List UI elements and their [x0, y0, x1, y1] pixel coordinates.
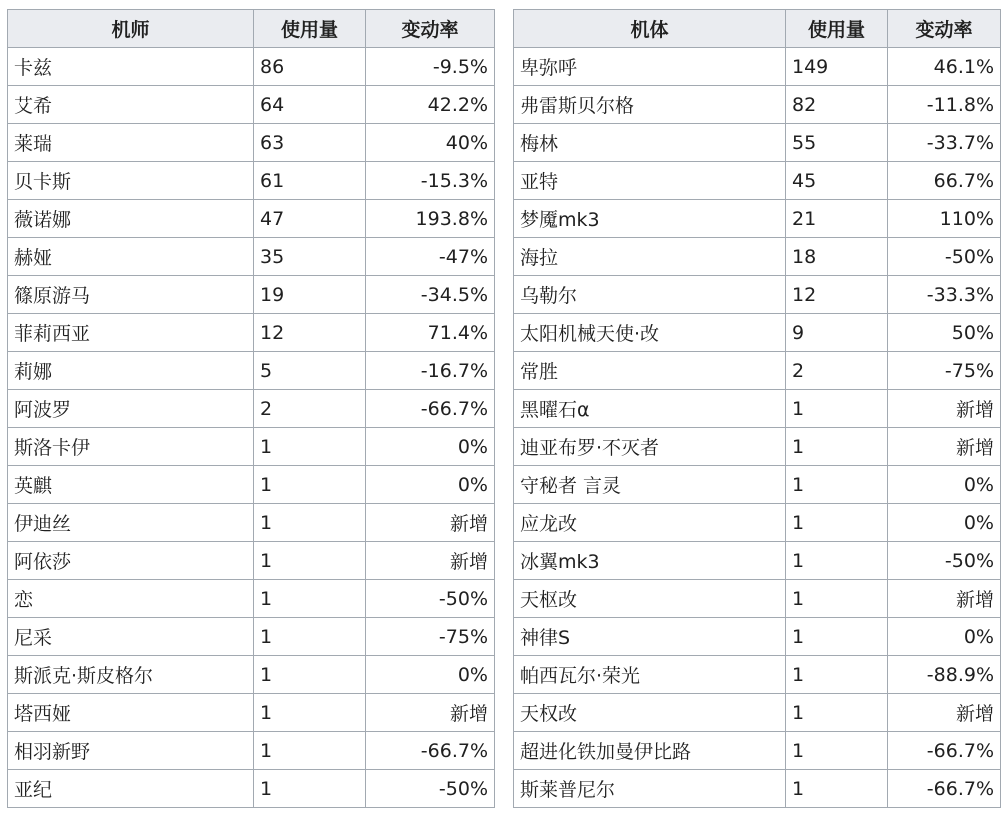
pilot-change-cell: -16.7%	[366, 352, 495, 390]
pilot-usage-cell: 35	[254, 238, 366, 276]
mech-change-cell: 50%	[888, 314, 1001, 352]
pilot-change-cell: 71.4%	[366, 314, 495, 352]
table-row	[8, 86, 495, 124]
pilot-usage-cell: 1	[254, 732, 366, 770]
pilot-usage-cell: 1	[254, 770, 366, 808]
table-row	[514, 732, 1001, 770]
table-row	[514, 770, 1001, 808]
mech-change-cell: -66.7%	[888, 770, 1001, 808]
mech-usage-cell: 45	[786, 162, 888, 200]
mech-change-header: 变动率	[888, 10, 1001, 48]
mech-name-cell: 乌勒尔	[514, 276, 786, 314]
pilot-change-cell: 新增	[366, 504, 495, 542]
pilot-usage-cell: 61	[254, 162, 366, 200]
table-row	[514, 580, 1001, 618]
pilot-name-cell: 莉娜	[8, 352, 254, 390]
pilot-name-cell: 赫娅	[8, 238, 254, 276]
pilot-usage-cell: 12	[254, 314, 366, 352]
mech-usage-cell: 12	[786, 276, 888, 314]
table-row	[514, 352, 1001, 390]
table-row	[514, 694, 1001, 732]
table-row	[514, 542, 1001, 580]
table-row	[8, 542, 495, 580]
table-row	[8, 580, 495, 618]
pilot-change-cell: -66.7%	[366, 732, 495, 770]
mech-name-cell: 太阳机械天使·改	[514, 314, 786, 352]
mech-change-cell: 0%	[888, 466, 1001, 504]
mech-usage-cell: 1	[786, 504, 888, 542]
mech-usage-cell: 1	[786, 618, 888, 656]
mech-usage-cell: 1	[786, 466, 888, 504]
mech-name-cell: 帕西瓦尔·荣光	[514, 656, 786, 694]
mech-usage-cell: 1	[786, 732, 888, 770]
pilot-name-header: 机师	[8, 10, 254, 48]
pilot-usage-cell: 1	[254, 466, 366, 504]
table-row	[8, 390, 495, 428]
mech-name-cell: 梦魇mk3	[514, 200, 786, 238]
mech-change-cell: -33.7%	[888, 124, 1001, 162]
table-row	[8, 466, 495, 504]
pilot-usage-header: 使用量	[254, 10, 366, 48]
mech-table-body	[514, 48, 1001, 808]
pilot-change-cell: 40%	[366, 124, 495, 162]
mech-name-cell: 守秘者 言灵	[514, 466, 786, 504]
pilot-usage-cell: 1	[254, 504, 366, 542]
mech-name-cell: 天权改	[514, 694, 786, 732]
pilot-usage-cell: 1	[254, 656, 366, 694]
mech-name-cell: 黑曜石α	[514, 390, 786, 428]
table-row	[8, 238, 495, 276]
table-row	[8, 428, 495, 466]
mech-change-cell: -33.3%	[888, 276, 1001, 314]
pilot-table-body	[8, 48, 495, 808]
mech-change-cell: -66.7%	[888, 732, 1001, 770]
table-row	[514, 276, 1001, 314]
table-row	[8, 48, 495, 86]
mech-usage-cell: 1	[786, 694, 888, 732]
mech-change-cell: -75%	[888, 352, 1001, 390]
table-row	[514, 48, 1001, 86]
table-row	[514, 86, 1001, 124]
mech-usage-cell: 82	[786, 86, 888, 124]
mech-name-cell: 冰翼mk3	[514, 542, 786, 580]
pilot-name-cell: 恋	[8, 580, 254, 618]
mech-usage-cell: 18	[786, 238, 888, 276]
mech-change-cell: 110%	[888, 200, 1001, 238]
mech-change-cell: 0%	[888, 618, 1001, 656]
pilot-name-cell: 薇诺娜	[8, 200, 254, 238]
mech-name-cell: 应龙改	[514, 504, 786, 542]
mech-name-cell: 梅林	[514, 124, 786, 162]
pilot-change-cell: -75%	[366, 618, 495, 656]
table-row	[8, 276, 495, 314]
table-row	[8, 314, 495, 352]
pilot-change-cell: 0%	[366, 466, 495, 504]
table-row	[8, 770, 495, 808]
pilot-change-cell: -47%	[366, 238, 495, 276]
pilot-usage-cell: 47	[254, 200, 366, 238]
table-row	[514, 428, 1001, 466]
table-row	[514, 314, 1001, 352]
mech-change-cell: 新增	[888, 390, 1001, 428]
pilot-name-cell: 艾希	[8, 86, 254, 124]
mech-usage-cell: 149	[786, 48, 888, 86]
mech-change-cell: 新增	[888, 428, 1001, 466]
mech-usage-table	[513, 9, 1001, 808]
pilot-name-cell: 阿依莎	[8, 542, 254, 580]
mech-name-cell: 常胜	[514, 352, 786, 390]
mech-usage-cell: 1	[786, 656, 888, 694]
mech-change-cell: 新增	[888, 694, 1001, 732]
table-row	[8, 656, 495, 694]
mech-change-cell: 0%	[888, 504, 1001, 542]
pilot-name-cell: 篠原游马	[8, 276, 254, 314]
pilot-usage-cell: 1	[254, 694, 366, 732]
mech-name-cell: 天枢改	[514, 580, 786, 618]
mech-name-cell: 斯莱普尼尔	[514, 770, 786, 808]
mech-change-cell: -11.8%	[888, 86, 1001, 124]
mech-name-cell: 迪亚布罗·不灭者	[514, 428, 786, 466]
pilot-change-cell: -50%	[366, 580, 495, 618]
mech-name-cell: 海拉	[514, 238, 786, 276]
pilot-name-cell: 英麒	[8, 466, 254, 504]
pilot-usage-cell: 5	[254, 352, 366, 390]
mech-name-cell: 卑弥呼	[514, 48, 786, 86]
table-row	[514, 238, 1001, 276]
pilot-change-cell: 42.2%	[366, 86, 495, 124]
pilot-change-cell: -9.5%	[366, 48, 495, 86]
pilot-change-cell: 0%	[366, 656, 495, 694]
pilot-usage-cell: 19	[254, 276, 366, 314]
pilot-usage-cell: 86	[254, 48, 366, 86]
mech-usage-cell: 1	[786, 542, 888, 580]
mech-change-cell: 66.7%	[888, 162, 1001, 200]
mech-usage-cell: 1	[786, 390, 888, 428]
pilot-usage-cell: 1	[254, 618, 366, 656]
pilot-name-cell: 相羽新野	[8, 732, 254, 770]
pilot-change-header: 变动率	[366, 10, 495, 48]
mech-usage-cell: 1	[786, 770, 888, 808]
mech-change-cell: -50%	[888, 238, 1001, 276]
pilot-name-cell: 阿波罗	[8, 390, 254, 428]
pilot-usage-cell: 1	[254, 428, 366, 466]
table-row	[514, 504, 1001, 542]
pilot-usage-cell: 2	[254, 390, 366, 428]
pilot-name-cell: 莱瑞	[8, 124, 254, 162]
table-row	[8, 162, 495, 200]
table-header-row	[514, 10, 1001, 48]
pilot-usage-cell: 1	[254, 580, 366, 618]
table-row	[8, 200, 495, 238]
pilot-name-cell: 斯洛卡伊	[8, 428, 254, 466]
table-header-row	[8, 10, 495, 48]
table-row	[514, 162, 1001, 200]
mech-name-cell: 神律S	[514, 618, 786, 656]
table-row	[514, 466, 1001, 504]
table-row	[514, 200, 1001, 238]
pilot-name-cell: 贝卡斯	[8, 162, 254, 200]
pilot-name-cell: 斯派克·斯皮格尔	[8, 656, 254, 694]
pilot-change-cell: -66.7%	[366, 390, 495, 428]
table-row	[8, 732, 495, 770]
pilot-usage-cell: 1	[254, 542, 366, 580]
pilot-name-cell: 伊迪丝	[8, 504, 254, 542]
pilot-change-cell: 0%	[366, 428, 495, 466]
table-row	[8, 352, 495, 390]
table-row	[8, 504, 495, 542]
pilot-change-cell: -34.5%	[366, 276, 495, 314]
mech-name-cell: 亚特	[514, 162, 786, 200]
mech-change-cell: -88.9%	[888, 656, 1001, 694]
pilot-usage-cell: 64	[254, 86, 366, 124]
mech-usage-cell: 1	[786, 580, 888, 618]
mech-usage-cell: 1	[786, 428, 888, 466]
mech-name-cell: 弗雷斯贝尔格	[514, 86, 786, 124]
pilot-name-cell: 菲莉西亚	[8, 314, 254, 352]
pilot-change-cell: 193.8%	[366, 200, 495, 238]
mech-usage-cell: 55	[786, 124, 888, 162]
mech-change-cell: 新增	[888, 580, 1001, 618]
pilot-usage-table	[7, 9, 495, 808]
mech-usage-cell: 9	[786, 314, 888, 352]
table-row	[514, 124, 1001, 162]
pilot-name-cell: 尼采	[8, 618, 254, 656]
table-row	[514, 656, 1001, 694]
pilot-name-cell: 亚纪	[8, 770, 254, 808]
pilot-change-cell: -50%	[366, 770, 495, 808]
pilot-change-cell: -15.3%	[366, 162, 495, 200]
table-row	[8, 694, 495, 732]
pilot-change-cell: 新增	[366, 694, 495, 732]
mech-usage-header: 使用量	[786, 10, 888, 48]
pilot-usage-cell: 63	[254, 124, 366, 162]
mech-name-header: 机体	[514, 10, 786, 48]
table-row	[8, 124, 495, 162]
table-row	[514, 390, 1001, 428]
pilot-change-cell: 新增	[366, 542, 495, 580]
mech-usage-cell: 21	[786, 200, 888, 238]
mech-usage-cell: 2	[786, 352, 888, 390]
pilot-name-cell: 卡兹	[8, 48, 254, 86]
mech-change-cell: -50%	[888, 542, 1001, 580]
pilot-name-cell: 塔西娅	[8, 694, 254, 732]
table-row	[8, 618, 495, 656]
mech-name-cell: 超进化铁加曼伊比路	[514, 732, 786, 770]
mech-change-cell: 46.1%	[888, 48, 1001, 86]
table-row	[514, 618, 1001, 656]
